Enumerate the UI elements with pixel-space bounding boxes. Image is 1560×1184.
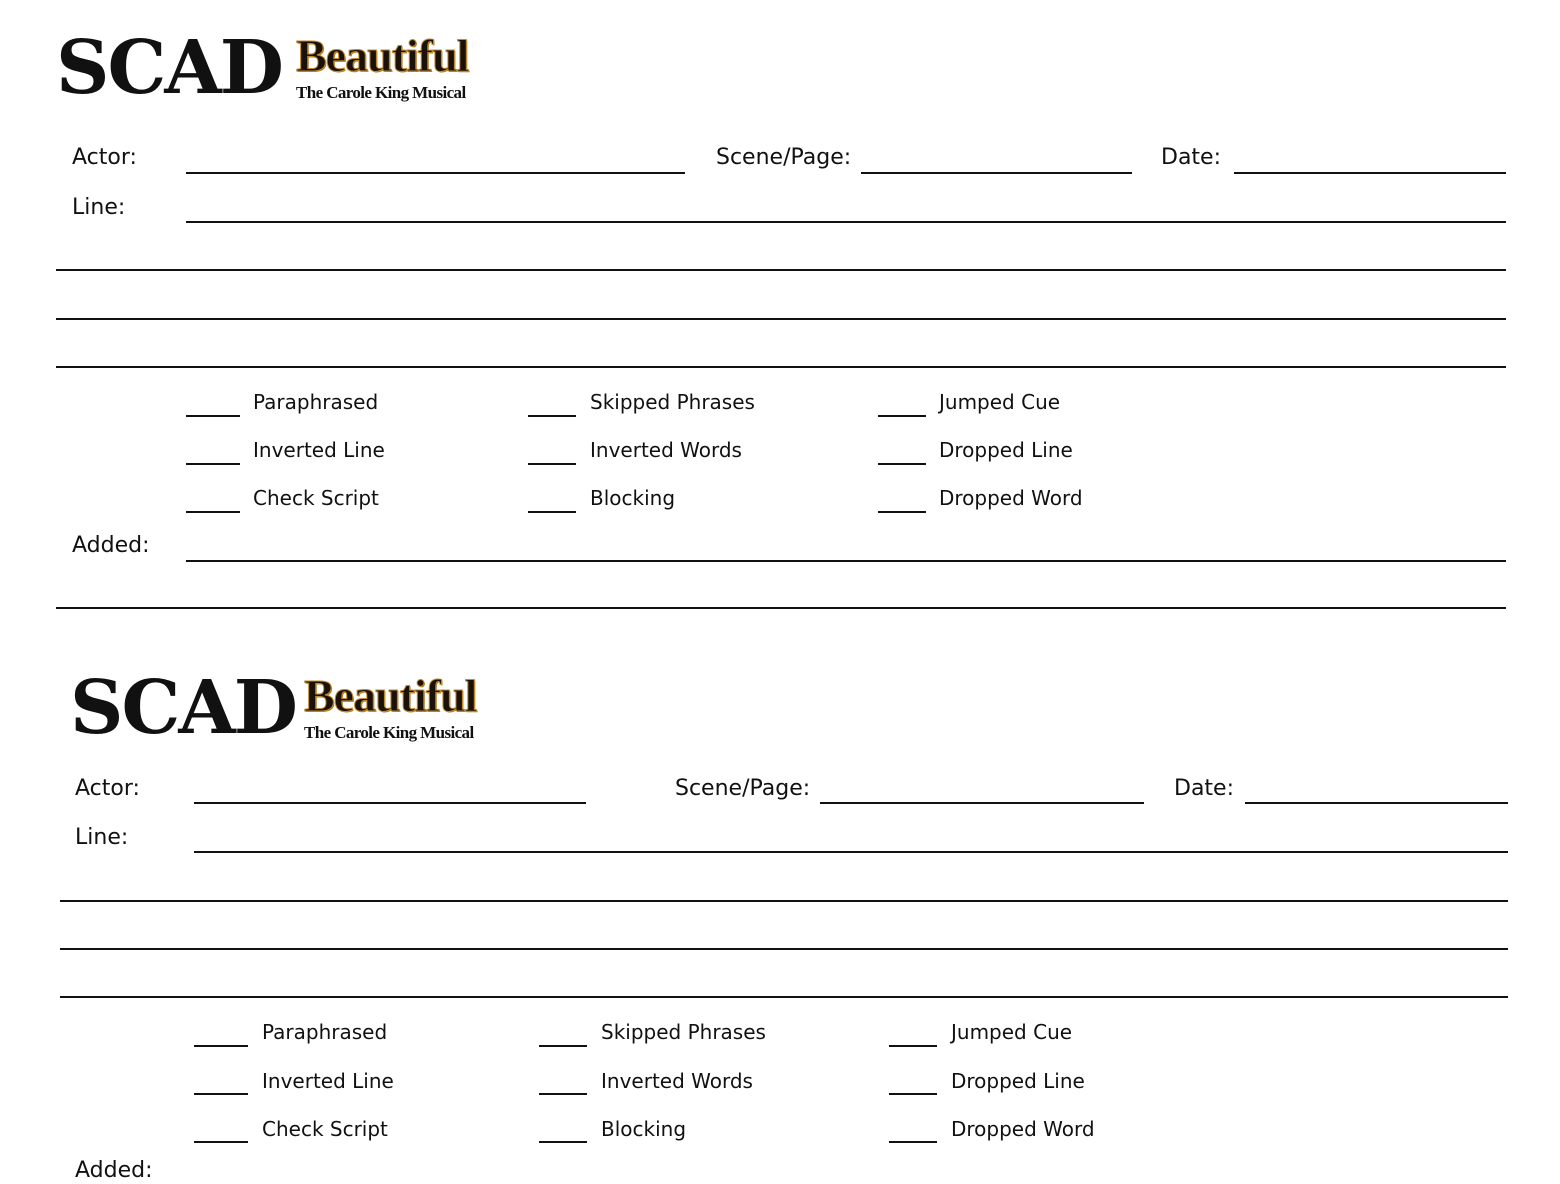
actor-label: Actor: xyxy=(75,776,140,801)
actor-field[interactable] xyxy=(194,802,586,804)
actor-field[interactable] xyxy=(186,172,685,174)
added-field[interactable] xyxy=(186,560,1506,562)
check-inverted-line-blank[interactable] xyxy=(186,463,240,465)
line-field-continued[interactable] xyxy=(56,318,1506,320)
scene-page-label: Scene/Page: xyxy=(716,145,852,170)
check-dropped-word-blank[interactable] xyxy=(878,511,926,513)
check-jumped-cue-label: Jumped Cue xyxy=(951,1020,1073,1044)
check-inverted-line-label: Inverted Line xyxy=(253,438,385,462)
check-blocking-label: Blocking xyxy=(590,486,676,510)
check-paraphrased-blank[interactable] xyxy=(186,415,240,417)
line-field-continued[interactable] xyxy=(56,366,1506,368)
check-dropped-line-label: Dropped Line xyxy=(951,1069,1085,1093)
check-inverted-line-blank[interactable] xyxy=(194,1093,248,1095)
check-blocking-label: Blocking xyxy=(601,1117,687,1141)
logo-title-text: Beautiful xyxy=(304,670,477,721)
line-label: Line: xyxy=(72,195,126,220)
logo-scad-text: SCAD xyxy=(56,25,282,111)
logo-title-text: Beautiful xyxy=(296,30,469,81)
check-dropped-word-label: Dropped Word xyxy=(939,486,1083,510)
check-inverted-words-blank[interactable] xyxy=(528,463,576,465)
line-field[interactable] xyxy=(194,851,1508,853)
check-inverted-words-label: Inverted Words xyxy=(590,438,742,462)
date-label: Date: xyxy=(1161,145,1221,170)
check-check-script-blank[interactable] xyxy=(194,1141,248,1143)
check-paraphrased-label: Paraphrased xyxy=(253,390,379,414)
actor-label: Actor: xyxy=(72,145,137,170)
production-logo xyxy=(56,25,496,111)
check-jumped-cue-blank[interactable] xyxy=(878,415,926,417)
check-skipped-phrases-label: Skipped Phrases xyxy=(601,1020,766,1044)
check-dropped-line-blank[interactable] xyxy=(878,463,926,465)
check-check-script-blank[interactable] xyxy=(186,511,240,513)
check-skipped-phrases-blank[interactable] xyxy=(528,415,576,417)
check-blocking-blank[interactable] xyxy=(528,511,576,513)
date-label: Date: xyxy=(1174,776,1234,801)
date-field[interactable] xyxy=(1245,802,1508,804)
line-label: Line: xyxy=(75,825,129,850)
check-jumped-cue-blank[interactable] xyxy=(889,1045,937,1047)
line-field-continued[interactable] xyxy=(60,900,1508,902)
check-check-script-label: Check Script xyxy=(262,1117,388,1141)
scene-page-field[interactable] xyxy=(861,172,1132,174)
logo-scad-text: SCAD xyxy=(70,665,296,751)
added-field-continued[interactable] xyxy=(56,607,1506,609)
line-field-continued[interactable] xyxy=(60,948,1508,950)
line-field-continued[interactable] xyxy=(60,996,1508,998)
check-paraphrased-blank[interactable] xyxy=(194,1045,248,1047)
logo-subtitle-text: The Carole King Musical xyxy=(296,83,466,102)
scene-page-field[interactable] xyxy=(820,802,1144,804)
production-logo xyxy=(70,665,510,751)
check-skipped-phrases-blank[interactable] xyxy=(539,1045,587,1047)
check-dropped-line-blank[interactable] xyxy=(889,1093,937,1095)
added-label: Added: xyxy=(75,1158,153,1183)
check-paraphrased-label: Paraphrased xyxy=(262,1020,388,1044)
check-dropped-line-label: Dropped Line xyxy=(939,438,1073,462)
check-check-script-label: Check Script xyxy=(253,486,379,510)
line-field-continued[interactable] xyxy=(56,269,1506,271)
added-label: Added: xyxy=(72,533,150,558)
scene-page-label: Scene/Page: xyxy=(675,776,811,801)
check-blocking-blank[interactable] xyxy=(539,1141,587,1143)
check-skipped-phrases-label: Skipped Phrases xyxy=(590,390,755,414)
check-inverted-line-label: Inverted Line xyxy=(262,1069,394,1093)
check-inverted-words-label: Inverted Words xyxy=(601,1069,753,1093)
check-dropped-word-label: Dropped Word xyxy=(951,1117,1095,1141)
date-field[interactable] xyxy=(1234,172,1506,174)
check-jumped-cue-label: Jumped Cue xyxy=(939,390,1061,414)
check-dropped-word-blank[interactable] xyxy=(889,1141,937,1143)
logo-subtitle-text: The Carole King Musical xyxy=(304,723,474,742)
line-field[interactable] xyxy=(186,221,1506,223)
check-inverted-words-blank[interactable] xyxy=(539,1093,587,1095)
